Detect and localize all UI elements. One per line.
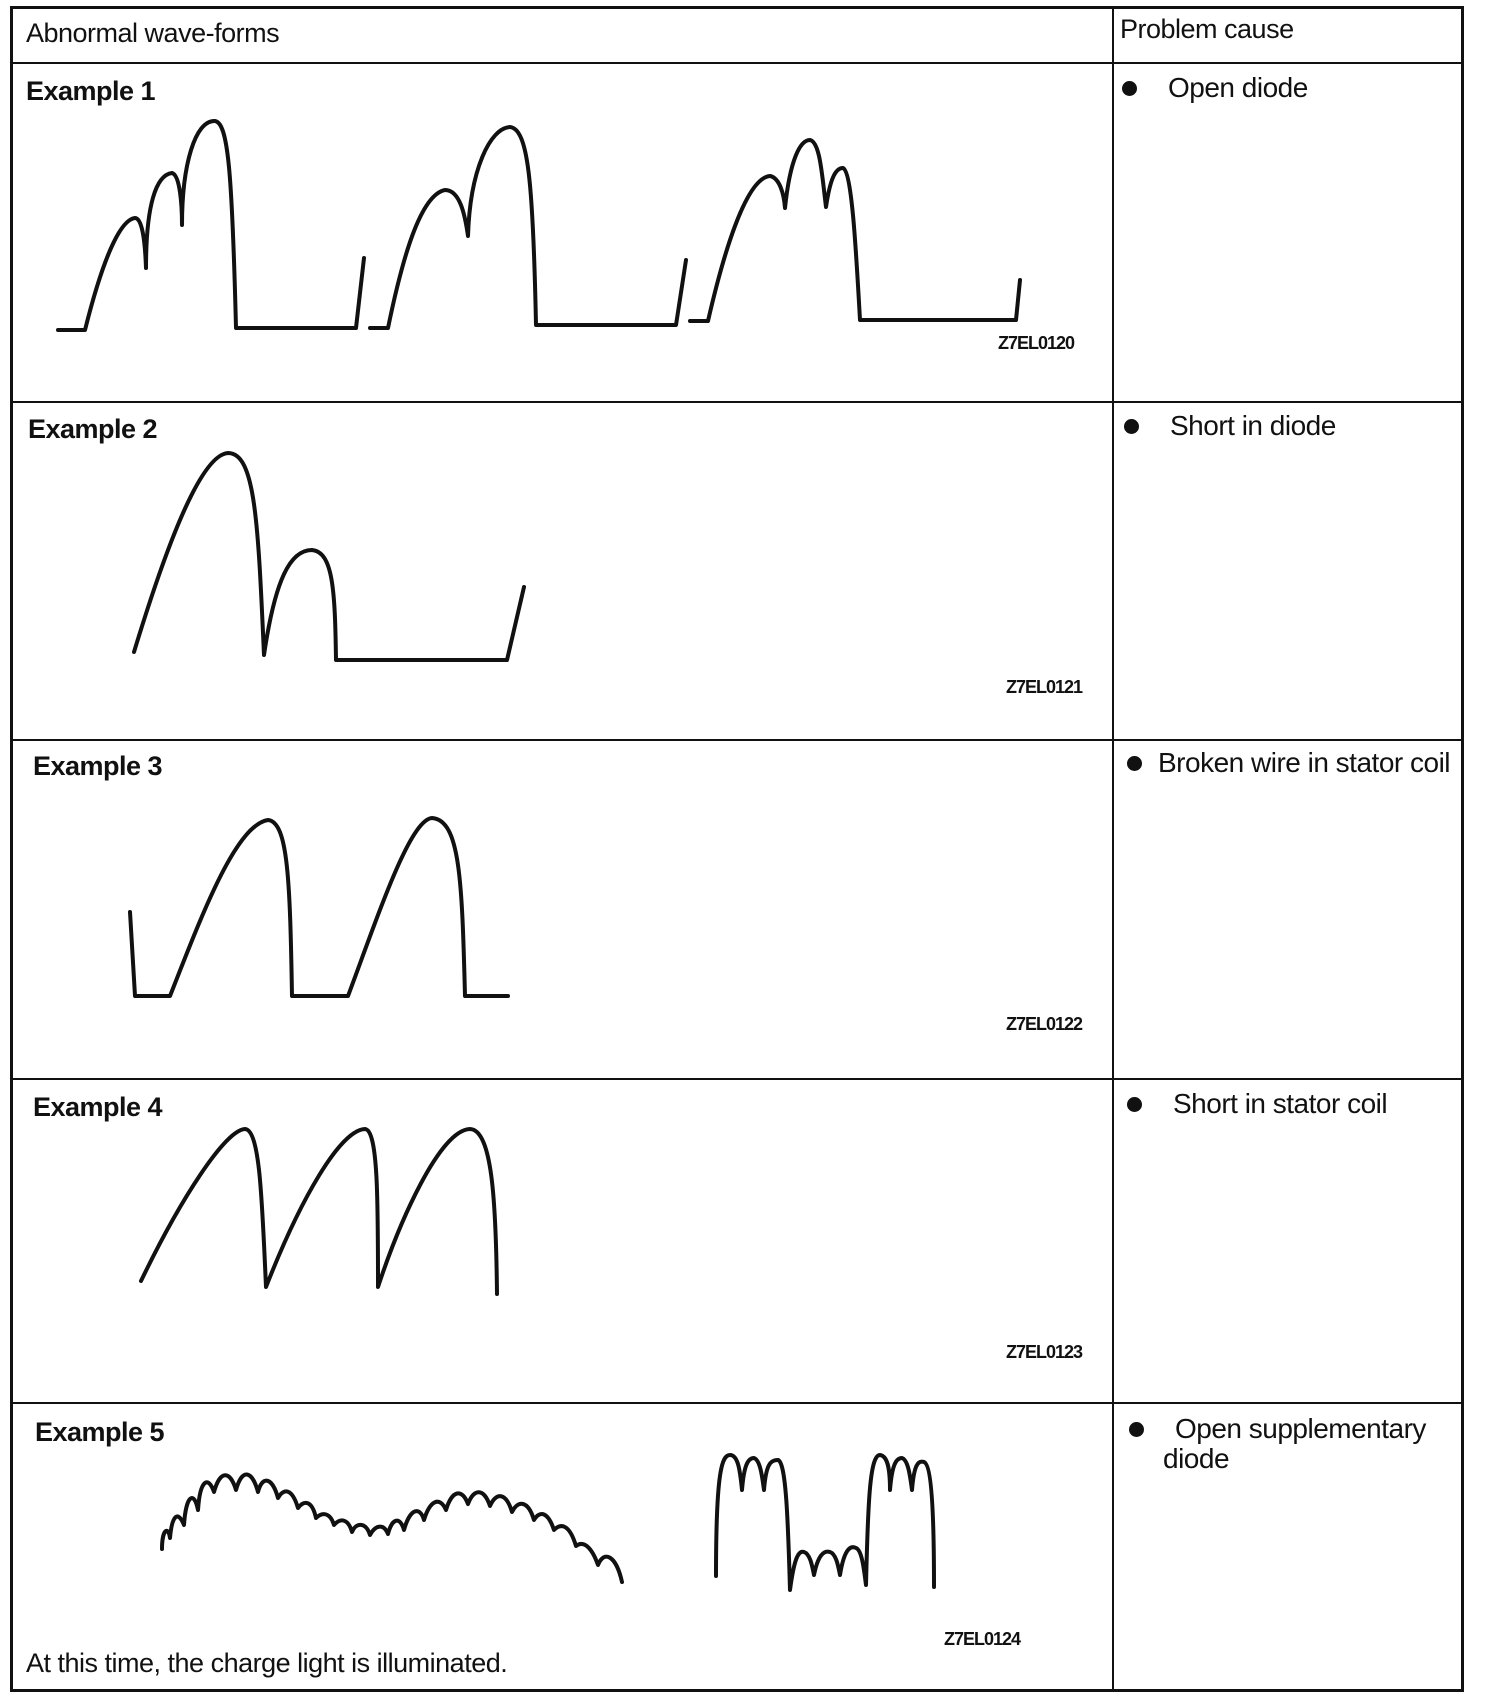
waveform-example-4 [141,1129,497,1294]
waveform-example-2 [134,453,524,660]
figure-code-2: Z7EL0121 [1006,677,1083,697]
cause-4: Short in stator coil [1173,1088,1388,1119]
waveform-example-1 [58,121,1020,330]
waveform-example-3 [130,818,508,996]
cause-5-line-2: diode [1163,1443,1230,1474]
example-2-label: Example 2 [28,414,158,444]
cause-3: Broken wire in stator coil [1158,747,1451,778]
example-1-label: Example 1 [26,76,156,106]
example-4-label: Example 4 [33,1092,163,1122]
figure-code-3: Z7EL0122 [1006,1014,1083,1034]
example-3-label: Example 3 [33,751,163,781]
cause-2: Short in diode [1170,410,1336,441]
figure-code-1: Z7EL0120 [998,333,1075,353]
header-waveforms: Abnormal wave-forms [26,18,280,48]
waveform-example-5-pulses [716,1455,934,1590]
waveform-example-5-ripple [162,1474,622,1582]
figure-code-5: Z7EL0124 [944,1629,1021,1649]
charge-light-note: At this time, the charge light is illuminated. [26,1648,508,1678]
cause-5-line-1: Open supplementary [1175,1413,1426,1444]
figure-code-4: Z7EL0123 [1006,1342,1083,1362]
example-5-label: Example 5 [35,1417,165,1447]
header-problem-cause: Problem cause [1120,14,1294,44]
cause-1: Open diode [1168,72,1308,103]
